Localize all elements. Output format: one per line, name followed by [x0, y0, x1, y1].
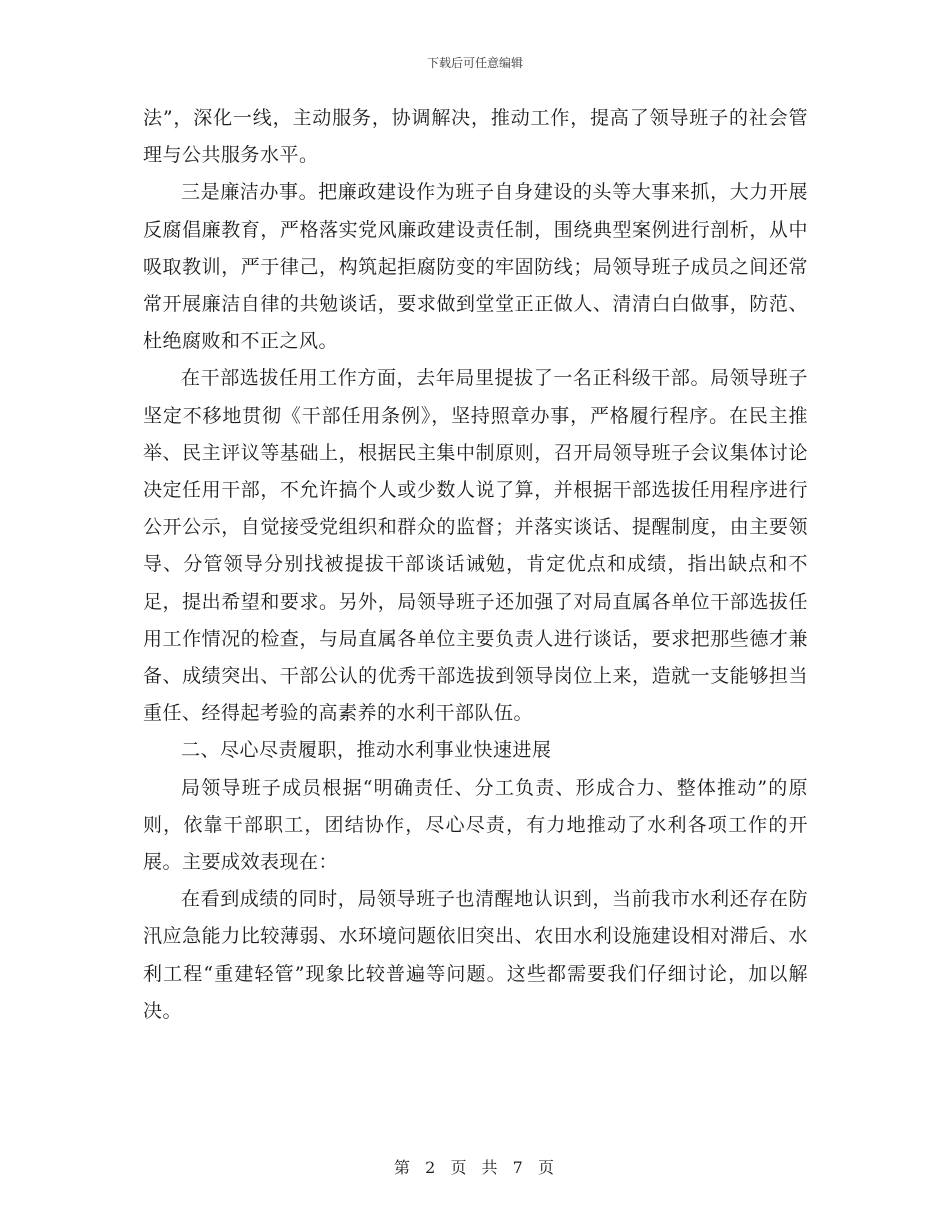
- footer-prefix: 第: [394, 1158, 413, 1177]
- footer-current-page: 2: [425, 1158, 438, 1177]
- section-heading-duties: 二、尽心尽责履职，推动水利事业快速进展: [181, 739, 552, 762]
- paragraph-integrity: 三是廉洁办事。把廉政建设作为班子自身建设的头等大事来抓，大力开展反腐倡廉教育，严格落实党风廉政建设责任制，围绕典型案例进行剖析，从中吸取教训，严于律己，构筑起拒腐防变的牢固防线；局领导班子成员之间还常常开展廉洁自律的共勉谈话，要求做到堂堂正正做人、清清白白做事，防范、杜绝腐败和不正之风。: [143, 181, 808, 353]
- paragraph-problems: 在看到成绩的同时，局领导班子也清醒地认识到，当前我市水利还存在防汛应急能力比较薄弱、水环境问题依旧突出、农田水利设施建设相对滞后、水利工程“重建轻管”现象比较普遍等问题。这些都需要我们仔细讨论，加以解决。: [143, 888, 808, 1022]
- paragraph-continuation: 法”，深化一线，主动服务，协调解决，推动工作，提高了领导班子的社会管理与公共服务水平。: [143, 107, 808, 167]
- footer-page-unit: 页: [450, 1158, 469, 1177]
- footer-total-pages: 7: [512, 1158, 525, 1177]
- footer-of: 共: [481, 1158, 500, 1177]
- paragraph-achievements: 局领导班子成员根据“明确责任、分工负责、形成合力、整体推动”的原则，依靠干部职工，团结协作，尽心尽责，有力地推动了水利各项工作的开展。主要成效表现在：: [143, 776, 808, 874]
- paragraph-cadre-selection: 在干部选拔任用工作方面，去年局里提拔了一名正科级干部。局领导班子坚定不移地贯彻《干部任用条例》，坚持照章办事，严格履行程序。在民主推举、民主评议等基础上，根据民主集中制原则，召开局领导班子会议集体讨论决定任用干部，不允许搞个人或少数人说了算，并根据干部选拔任用程序进行公开公示，自觉接受党组织和群众的监督；并落实谈话、提醒制度，由主要领导、分管领导分别找被提拔干部谈话诫勉，肯定优点和成绩，指出缺点和不足，提出希望和要求。另外，局领导班子还加强了对局直属各单位干部选拔任用工作情况的检查，与局直属各单位主要负责人进行谈话，要求把那些德才兼备、成绩突出、干部公认的优秀干部选拔到领导岗位上来，造就一支能够担当重任、经得起考验的高素养的水利干部队伍。: [143, 367, 808, 725]
- footer-total-unit: 页: [537, 1158, 556, 1177]
- document-body: [143, 100, 808, 1030]
- page-number-footer: [0, 1155, 950, 1178]
- header-note: 下载后可任意编辑: [426, 56, 523, 70]
